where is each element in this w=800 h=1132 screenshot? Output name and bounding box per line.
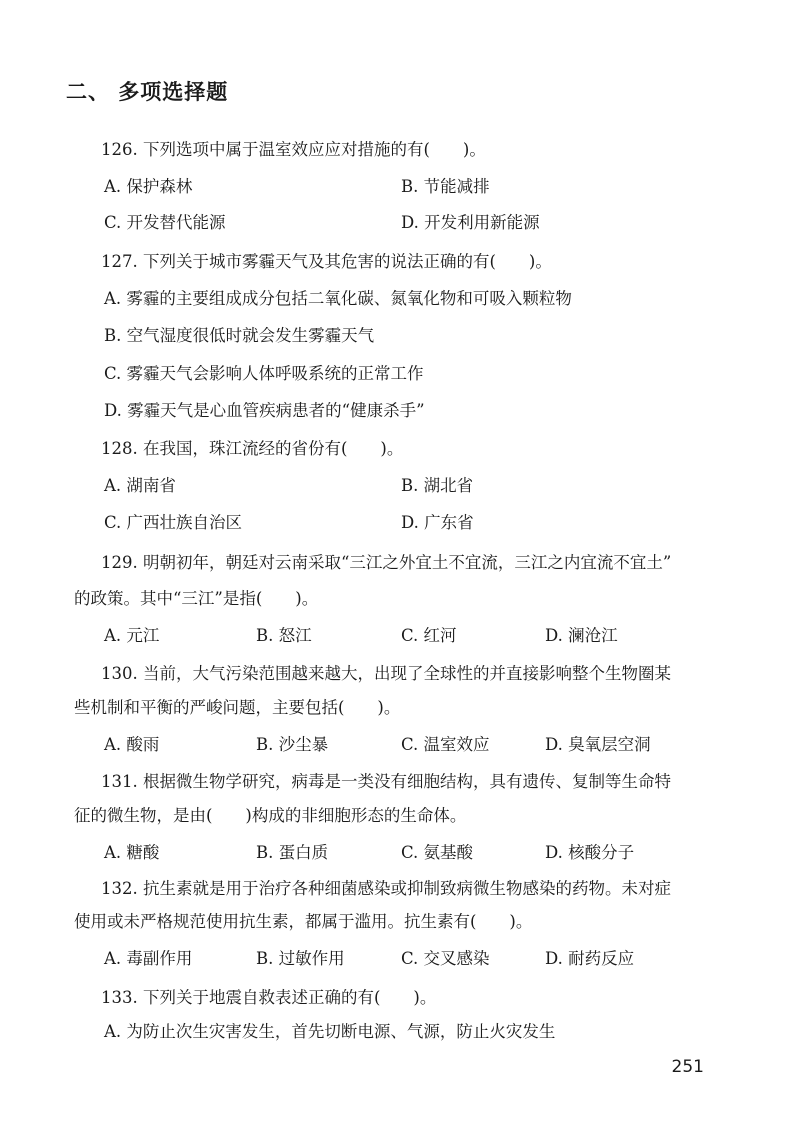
question-129-option-b: B. 怒江: [256, 626, 312, 645]
question-127-option-a: A. 雾霾的主要组成成分包括二氧化碳、氮氧化物和可吸入颗粒物: [104, 289, 572, 308]
question-133-option-a: A. 为防止次生灾害发生，首先切断电源、气源，防止火灾发生: [104, 1022, 556, 1041]
question-126-option-a: A. 保护森林: [104, 177, 193, 196]
question-129-option-c: C. 红河: [401, 626, 457, 645]
question-127-stem: 127. 下列关于城市雾霾天气及其危害的说法正确的有( )。: [101, 252, 552, 271]
question-130-stem-line1: 130. 当前，大气污染范围越来越大，出现了全球性的并直接影响整个生物圈某: [101, 664, 671, 683]
question-127-option-c: C. 雾霾天气会影响人体呼吸系统的正常工作: [104, 364, 424, 383]
question-129-stem-line1: 129. 明朝初年，朝廷对云南采取“三江之外宜土不宜流，三江之内宜流不宜土”: [101, 553, 672, 572]
question-132-option-a: A. 毒副作用: [104, 949, 193, 968]
question-132-option-c: C. 交叉感染: [401, 949, 490, 968]
question-127-option-d: D. 雾霾天气是心血管疾病患者的“健康杀手”: [104, 401, 425, 420]
question-128-option-b: B. 湖北省: [401, 476, 474, 495]
question-130-option-d: D. 臭氧层空洞: [545, 735, 651, 754]
question-132-option-b: B. 过敏作用: [256, 949, 345, 968]
question-131-option-c: C. 氨基酸: [401, 843, 474, 862]
question-132-stem-line2: 使用或未严格规范使用抗生素，都属于滥用。抗生素有( )。: [74, 912, 533, 931]
question-130-option-b: B. 沙尘暴: [256, 735, 329, 754]
question-131-option-a: A. 糖酸: [104, 843, 160, 862]
question-129-option-a: A. 元江: [104, 626, 160, 645]
question-126-stem: 126. 下列选项中属于温室效应应对措施的有( )。: [101, 140, 486, 159]
question-129-option-d: D. 澜沧江: [545, 626, 618, 645]
question-130-stem-line2: 些机制和平衡的严峻问题，主要包括( )。: [74, 698, 401, 717]
question-126-option-d: D. 开发利用新能源: [401, 213, 540, 232]
question-132-stem-line1: 132. 抗生素就是用于治疗各种细菌感染或抑制致病微生物感染的药物。未对症: [101, 879, 671, 898]
question-130-option-c: C. 温室效应: [401, 735, 490, 754]
question-128-option-d: D. 广东省: [401, 513, 474, 532]
question-133-stem: 133. 下列关于地震自救表述正确的有( )。: [101, 988, 437, 1007]
question-128-option-a: A. 湖南省: [104, 476, 176, 495]
section-title: 二、 多项选择题: [66, 80, 229, 104]
question-126-option-c: C. 开发替代能源: [104, 213, 226, 232]
question-128-stem: 128. 在我国，珠江流经的省份有( )。: [101, 439, 404, 458]
question-131-option-d: D. 核酸分子: [545, 843, 635, 862]
question-126-option-b: B. 节能减排: [401, 177, 490, 196]
question-127-option-b: B. 空气湿度很低时就会发生雾霾天气: [104, 326, 375, 345]
question-131-stem-line2: 征的微生物，是由( )构成的非细胞形态的生命体。: [74, 806, 467, 825]
question-132-option-d: D. 耐药反应: [545, 949, 635, 968]
question-128-option-c: C. 广西壮族自治区: [104, 513, 243, 532]
question-131-stem-line1: 131. 根据微生物学研究，病毒是一类没有细胞结构，具有遗传、复制等生命特: [101, 772, 671, 791]
page-number: 251: [671, 1057, 704, 1077]
question-129-stem-line2: 的政策。其中“三江”是指( )。: [74, 589, 319, 608]
question-130-option-a: A. 酸雨: [104, 735, 160, 754]
question-131-option-b: B. 蛋白质: [256, 843, 329, 862]
